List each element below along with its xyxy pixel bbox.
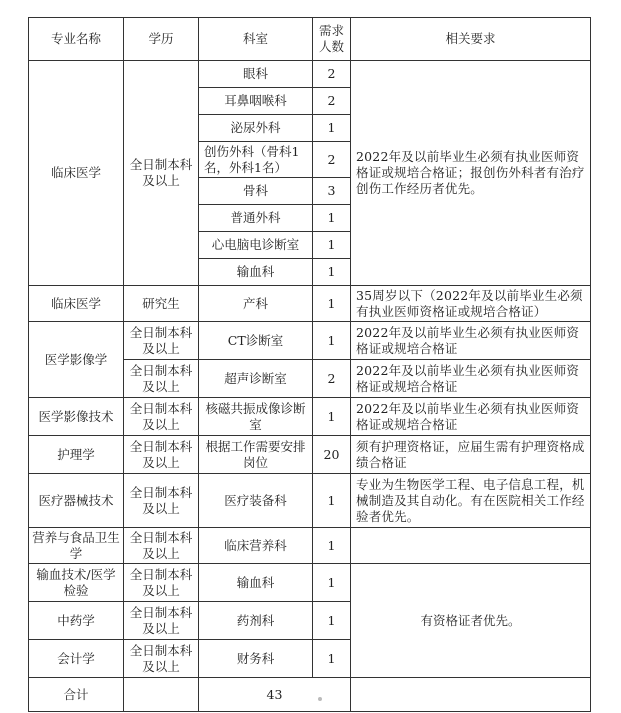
count-cell: 1 xyxy=(313,398,351,436)
count-cell: 20 xyxy=(313,436,351,474)
education-cell: 全日制本科及以上 xyxy=(124,602,199,640)
header-requirements: 相关要求 xyxy=(351,18,591,61)
department-cell: 泌尿外科 xyxy=(199,115,313,142)
requirement-cell: 须有护理资格证，应届生需有护理资格成绩合格证 xyxy=(351,436,591,474)
education-cell: 全日制本科及以上 xyxy=(124,360,199,398)
department-cell: 产科 xyxy=(199,286,313,322)
education-cell: 全日制本科及以上 xyxy=(124,61,199,286)
department-cell: 输血科 xyxy=(199,564,313,602)
major-cell: 临床医学 xyxy=(29,61,124,286)
table-row xyxy=(29,286,591,322)
major-cell: 护理学 xyxy=(29,436,124,474)
table-row xyxy=(29,61,591,88)
count-cell: 2 xyxy=(313,360,351,398)
major-cell: 医学影像技术 xyxy=(29,398,124,436)
department-cell: 超声诊断室 xyxy=(199,360,313,398)
department-cell: 普通外科 xyxy=(199,205,313,232)
requirement-cell: 2022年及以前毕业生必须有执业医师资格证或规培合格证 xyxy=(351,322,591,360)
department-cell: 药剂科 xyxy=(199,602,313,640)
department-cell: 心电脑电诊断室 xyxy=(199,232,313,259)
count-cell: 1 xyxy=(313,232,351,259)
requirement-cell: 专业为生物医学工程、电子信息工程，机械制造及其自动化。有在医院相关工作经验者优先。 xyxy=(351,474,591,528)
education-cell: 全日制本科及以上 xyxy=(124,322,199,360)
count-cell: 1 xyxy=(313,286,351,322)
recruitment-table xyxy=(28,17,591,712)
count-cell: 1 xyxy=(313,564,351,602)
header-education: 学历 xyxy=(124,18,199,61)
department-cell: CT诊断室 xyxy=(199,322,313,360)
department-cell: 耳鼻咽喉科 xyxy=(199,88,313,115)
education-cell: 研究生 xyxy=(124,286,199,322)
count-cell: 1 xyxy=(313,205,351,232)
major-cell: 医疗器械技术 xyxy=(29,474,124,528)
department-cell: 财务科 xyxy=(199,640,313,678)
department-cell: 核磁共振成像诊断室 xyxy=(199,398,313,436)
department-cell: 创伤外科（骨科1名，外科1名） xyxy=(199,142,313,178)
count-cell: 2 xyxy=(313,61,351,88)
department-cell: 根据工作需要安排岗位 xyxy=(199,436,313,474)
count-cell: 1 xyxy=(313,322,351,360)
requirement-cell xyxy=(351,528,591,564)
count-cell: 3 xyxy=(313,178,351,205)
education-cell: 全日制本科及以上 xyxy=(124,528,199,564)
count-cell: 1 xyxy=(313,602,351,640)
total-value: 43 xyxy=(199,678,351,712)
requirement-cell: 2022年及以前毕业生必须有执业医师资格证或规培合格证；报创伤外科者有治疗创伤工作经历者优先。 xyxy=(351,61,591,286)
header-count: 需求人数 xyxy=(313,18,351,61)
department-cell: 骨科 xyxy=(199,178,313,205)
major-cell: 会计学 xyxy=(29,640,124,678)
count-cell: 2 xyxy=(313,88,351,115)
education-cell: 全日制本科及以上 xyxy=(124,398,199,436)
requirement-cell: 2022年及以前毕业生必须有执业医师资格证或规培合格证 xyxy=(351,360,591,398)
major-cell: 医学影像学 xyxy=(29,322,124,398)
major-cell: 临床医学 xyxy=(29,286,124,322)
count-cell: 2 xyxy=(313,142,351,178)
table-row xyxy=(29,436,591,474)
education-cell: 全日制本科及以上 xyxy=(124,564,199,602)
requirement-cell: 有资格证者优先。 xyxy=(351,564,591,678)
department-cell: 眼科 xyxy=(199,61,313,88)
header-major: 专业名称 xyxy=(29,18,124,61)
education-cell: 全日制本科及以上 xyxy=(124,474,199,528)
requirement-cell: 35周岁以下（2022年及以前毕业生必须有执业医师资格证或规培合格证） xyxy=(351,286,591,322)
scan-mark xyxy=(318,697,322,701)
header-row xyxy=(29,18,591,61)
table-row xyxy=(29,322,591,360)
table-row xyxy=(29,474,591,528)
major-cell: 输血技术/医学检验 xyxy=(29,564,124,602)
count-cell: 1 xyxy=(313,115,351,142)
total-label: 合计 xyxy=(29,678,124,712)
header-department: 科室 xyxy=(199,18,313,61)
count-cell: 1 xyxy=(313,474,351,528)
education-cell: 全日制本科及以上 xyxy=(124,436,199,474)
count-cell: 1 xyxy=(313,259,351,286)
education-cell: 全日制本科及以上 xyxy=(124,640,199,678)
table-row xyxy=(29,398,591,436)
table-row xyxy=(29,528,591,564)
department-cell: 医疗装备科 xyxy=(199,474,313,528)
department-cell: 临床营养科 xyxy=(199,528,313,564)
table-row xyxy=(29,564,591,602)
total-empty-cell xyxy=(124,678,199,712)
requirement-cell: 2022年及以前毕业生必须有执业医师资格证或规培合格证 xyxy=(351,398,591,436)
department-cell: 输血科 xyxy=(199,259,313,286)
count-cell: 1 xyxy=(313,528,351,564)
total-row xyxy=(29,678,591,712)
count-cell: 1 xyxy=(313,640,351,678)
major-cell: 中药学 xyxy=(29,602,124,640)
major-cell: 营养与食品卫生学 xyxy=(29,528,124,564)
total-note-cell xyxy=(351,678,591,712)
